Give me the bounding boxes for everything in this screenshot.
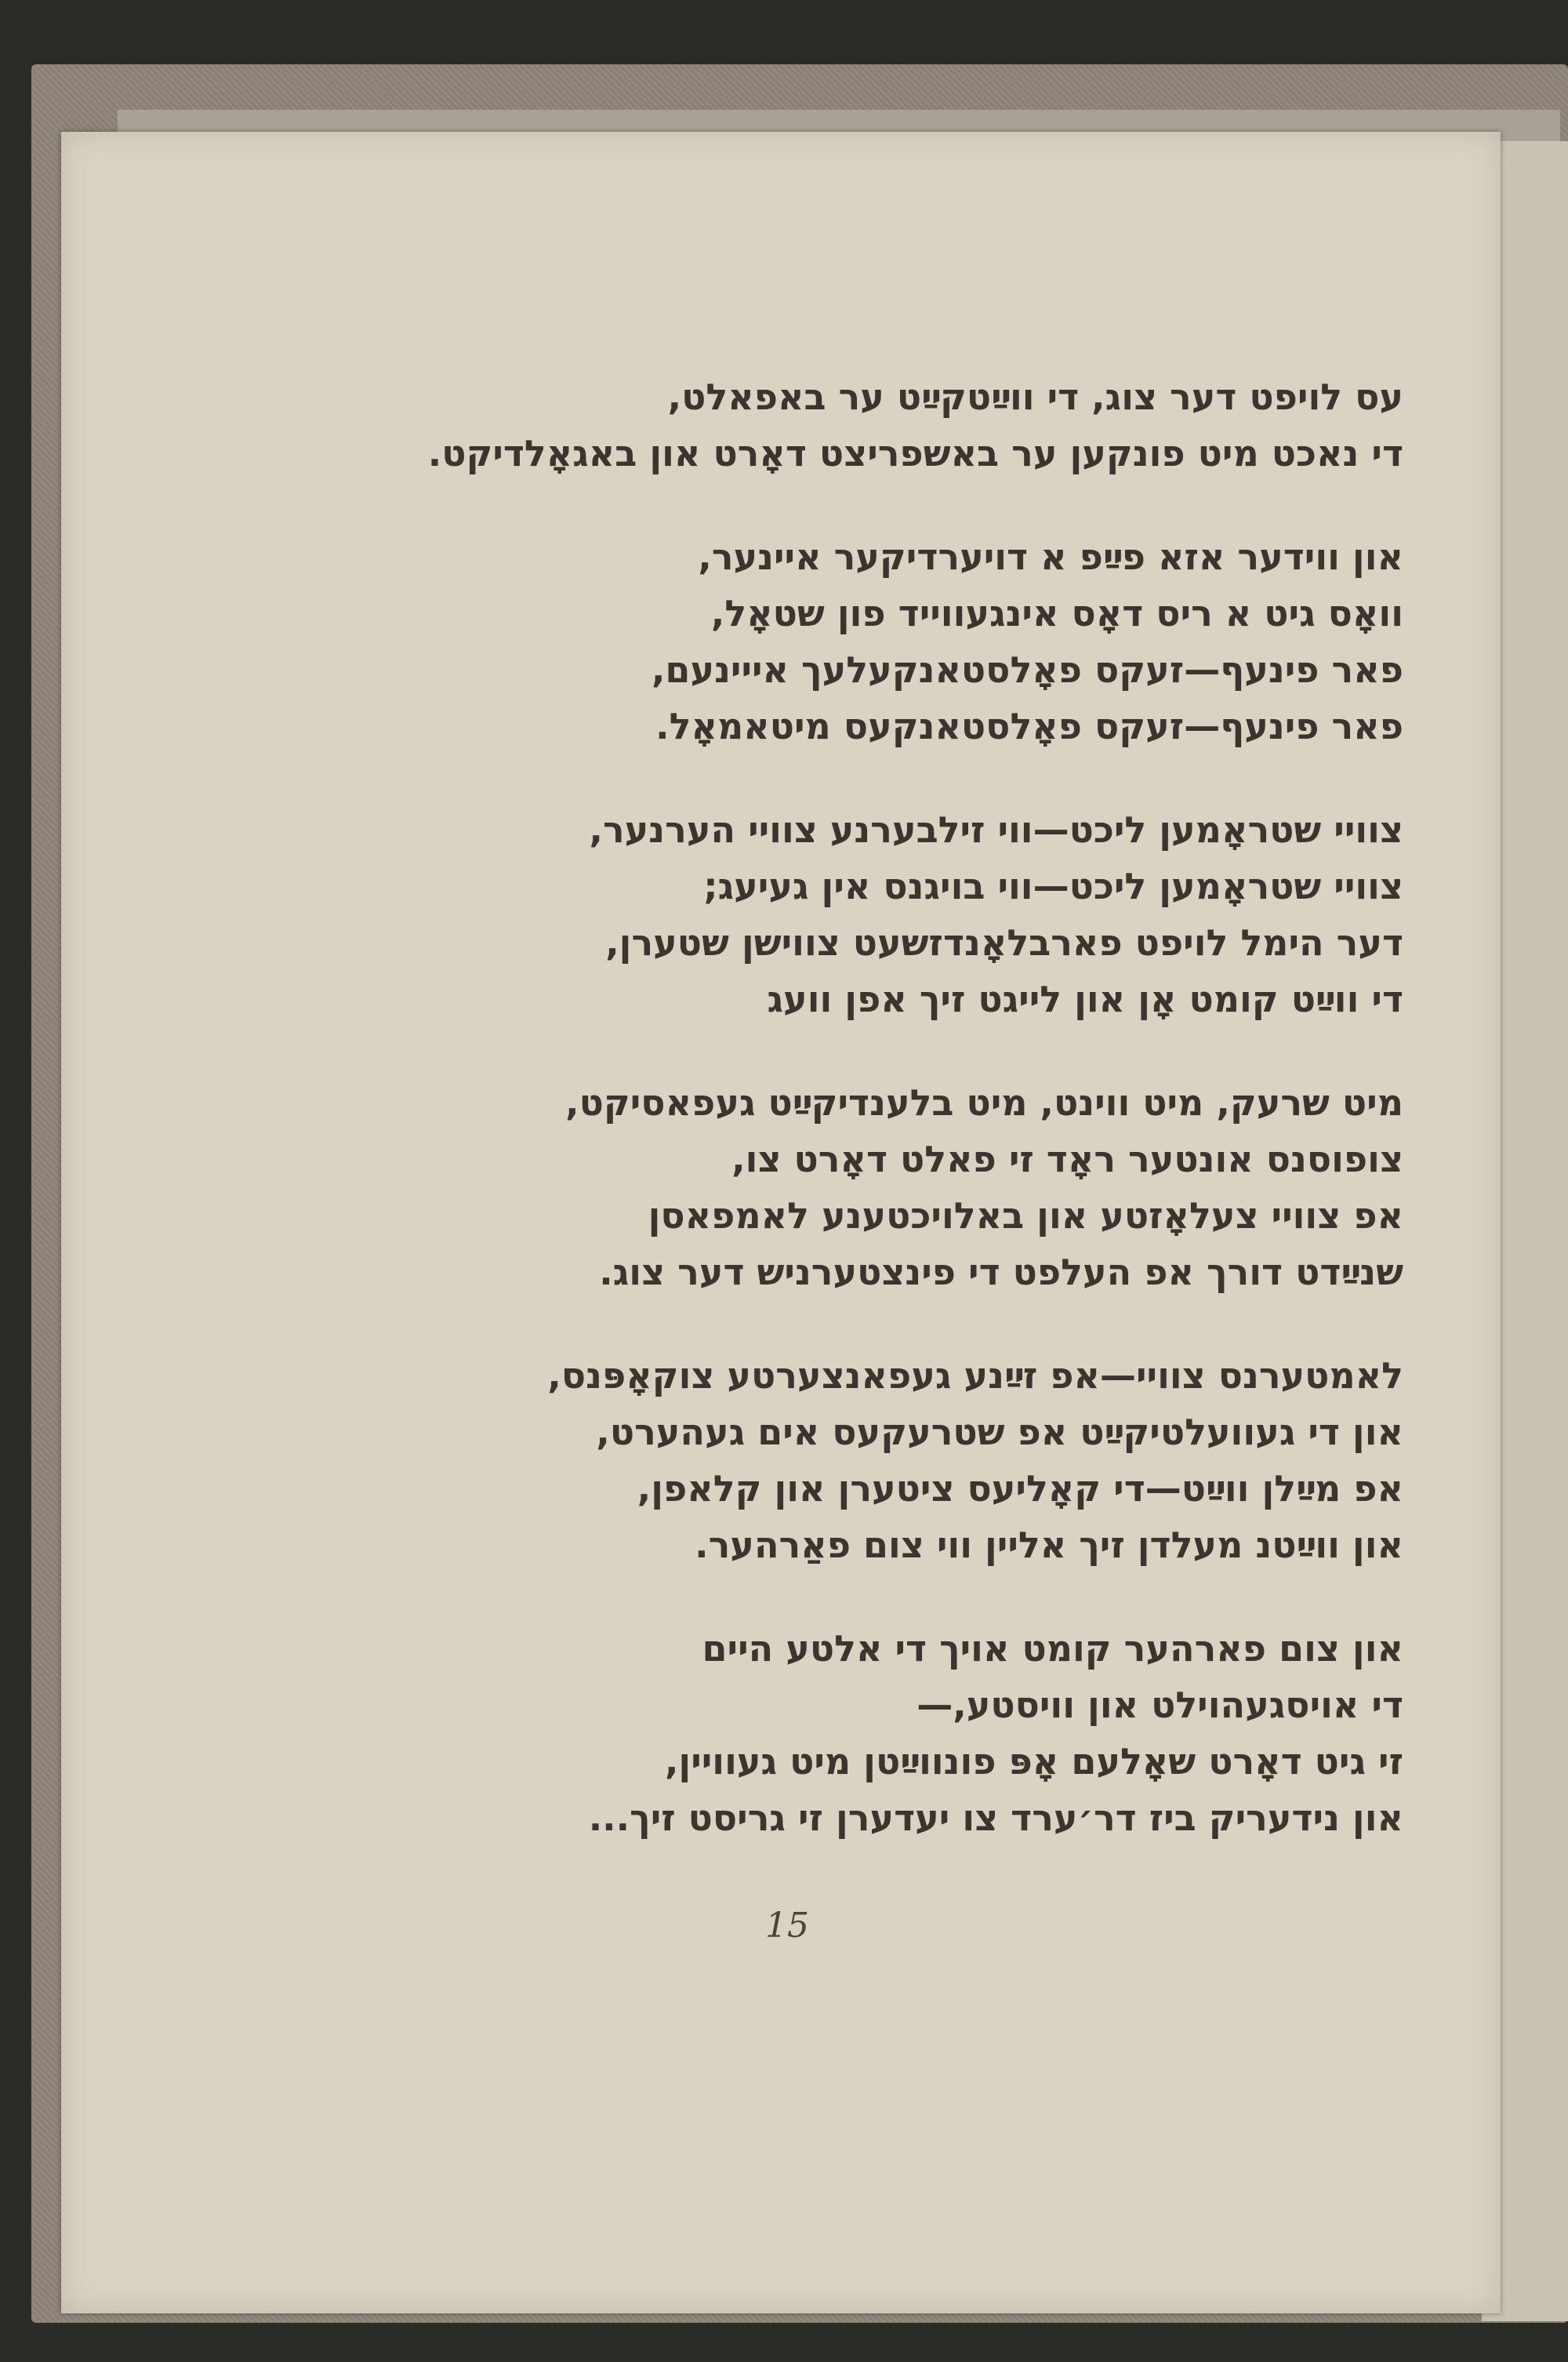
- poem-line: עס לויפט דער צוג, די ווײַטקײַט ער באפאלט,: [667, 376, 1403, 418]
- poem-line: אפ מײַלן ווײַט—די קאָליעס ציטערן און קלאפן,: [637, 1467, 1403, 1510]
- stanza-4: [384, 1074, 1403, 1300]
- poem-text: [384, 369, 1403, 1893]
- poem-line: און די געוועלטיקײַט אפ שטרעקעס אים געהערט,: [596, 1411, 1403, 1453]
- poem-line: אפ צוויי צעלאָזטע און באלויכטענע לאמפאסן: [648, 1194, 1403, 1237]
- poem-line: וואָס גיט א ריס דאָס אינגעווייד פון שטאָל,: [710, 592, 1403, 634]
- poem-line: צוויי שטראָמען ליכט—ווי בויגנס אין געיעג;: [703, 865, 1403, 907]
- poem-line: און ווידער אזא פײַפ א דויערדיקער איינער,: [698, 536, 1403, 578]
- poem-line: די נאכט מיט פונקען ער באשפריצט דאָרט און באגאָלדיקט.: [427, 432, 1403, 474]
- poem-line: לאמטערנס צוויי—אפ זײַנע געפאנצערטע צוקאָפּנס,: [547, 1354, 1403, 1397]
- poem-line: פאר פינעף—זעקס פאָלסטאנקעס מיטאמאָל.: [655, 705, 1403, 747]
- poem-line: די ווײַט קומט אָן און לייגט זיך אפן וועג: [767, 978, 1403, 1020]
- stanza-6: [384, 1620, 1403, 1846]
- poem-line: דער הימל לויפט פארבלאָנדזשעט צווישן שטערן,: [605, 921, 1403, 964]
- poem-line: צוויי שטראָמען ליכט—ווי זילבערנע צוויי הערנער,: [589, 809, 1403, 851]
- poem-line: פאר פינעף—זעקס פאָלסטאנקעלעך אייינעם,: [651, 649, 1403, 691]
- poem-line: זי גיט דאָרט שאָלעם אָפּ פונווײַטן מיט געוויין,: [664, 1740, 1403, 1782]
- poem-line: און צום פארהער קומט אויך די אלטע היים: [702, 1627, 1403, 1670]
- poem-line: מיט שרעק, מיט ווינט, מיט בלענדיקײַט געפאסיקט,: [565, 1081, 1403, 1124]
- poem-line: צופוסנס אונטער ראָד זי פאלט דאָרט צו,: [731, 1138, 1403, 1180]
- poem-line: און נידעריק ביז דר׳ערד צו יעדערן זי גריסט זיך...: [588, 1797, 1403, 1839]
- stanza-1: [384, 369, 1403, 481]
- stanza-3: [384, 801, 1403, 1027]
- poem-line: שנײַדט דורך אפ העלפט די פינצטערניש דער צוג.: [599, 1251, 1403, 1293]
- page-number: 15: [765, 1906, 809, 1946]
- stanza-2: [384, 529, 1403, 754]
- poem-line: די אויסגעהוילט און וויסטע,—: [916, 1684, 1403, 1726]
- stanza-5: [384, 1347, 1403, 1573]
- poem-line: און ווײַטנ מעלדן זיך אליין ווי צום פאַרהער.: [695, 1524, 1403, 1566]
